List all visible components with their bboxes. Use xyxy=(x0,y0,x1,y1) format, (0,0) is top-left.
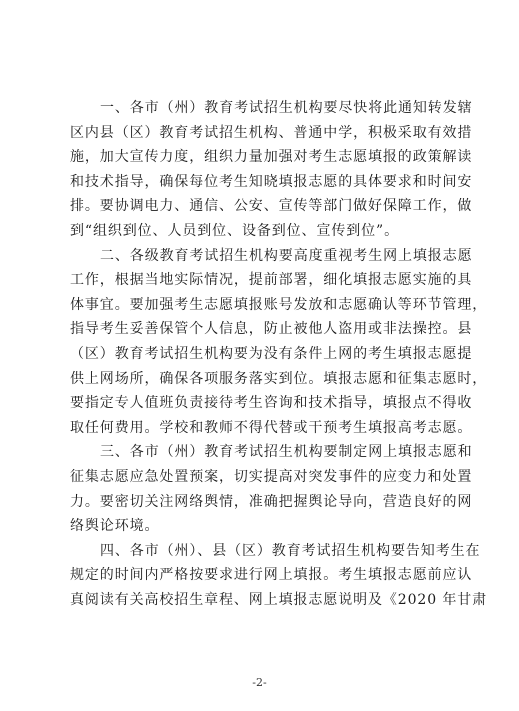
paragraph-3 xyxy=(70,440,473,538)
text-line: 二、各级教育考试招生机构要高度重视考生网上填报志愿 xyxy=(100,247,473,264)
page-number: -2- xyxy=(252,676,267,689)
text-line: 力。要密切关注网络舆情，准确把握舆论导向，营造良好的网 xyxy=(70,493,473,510)
text-line: 施，加大宣传力度，组织力量加强对考生志愿填报的政策解读 xyxy=(70,149,473,166)
text-line: 和技术指导，确保每位考生知晓填报志愿的具体要求和时间安 xyxy=(70,173,473,190)
text-line: 指导考生妥善保管个人信息，防止被他人盗用或非法操控。县 xyxy=(70,321,473,338)
text-line: 排。要协调电力、通信、公安、宣传等部门做好保障工作，做 xyxy=(70,198,473,215)
text-line: 供上网场所，确保各项服务落实到位。填报志愿和征集志愿时， xyxy=(70,370,488,387)
text-line: 征集志愿应急处置预案，切实提高对突发事件的应变力和处置 xyxy=(70,468,473,485)
document-body xyxy=(70,96,488,612)
paragraph-4 xyxy=(70,539,488,613)
text-line: 规定的时间内严格按要求进行网上填报。考生填报志愿前应认 xyxy=(70,567,473,584)
text-line: 区内县（区）教育考试招生机构、普通中学，积极采取有效措 xyxy=(70,124,473,141)
text-line: 络舆论环境。 xyxy=(70,518,160,535)
text-line: 要指定专人值班负责接待考生咨询和技术指导，填报点不得收 xyxy=(70,395,473,412)
text-line: 一、各市（州）教育考试招生机构要尽快将此通知转发辖 xyxy=(100,100,473,116)
paragraph-1 xyxy=(70,96,473,244)
text-line: 三、各市（州）教育考试招生机构要制定网上填报志愿和 xyxy=(100,444,473,461)
text-line: 体事宜。要加强考生志愿填报账号发放和志愿确认等环节管理， xyxy=(70,296,488,313)
text-line: 工作，根据当地实际情况，提前部署，细化填报志愿实施的具 xyxy=(70,272,473,289)
text-line: 取任何费用。学校和教师不得代替或干预考生填报高考志愿。 xyxy=(70,419,473,436)
paragraph-2 xyxy=(70,244,488,441)
text-line: 到“组织到位、人员到位、设备到位、宣传到位”。 xyxy=(70,222,400,239)
text-line: 四、各市（州）、县（区）教育考试招生机构要告知考生在 xyxy=(100,542,481,559)
text-line: 真阅读有关高校招生章程、网上填报志愿说明及《2020 年甘肃 xyxy=(70,591,488,608)
text-line: （区）教育考试招生机构要为没有条件上网的考生填报志愿提 xyxy=(70,345,473,362)
